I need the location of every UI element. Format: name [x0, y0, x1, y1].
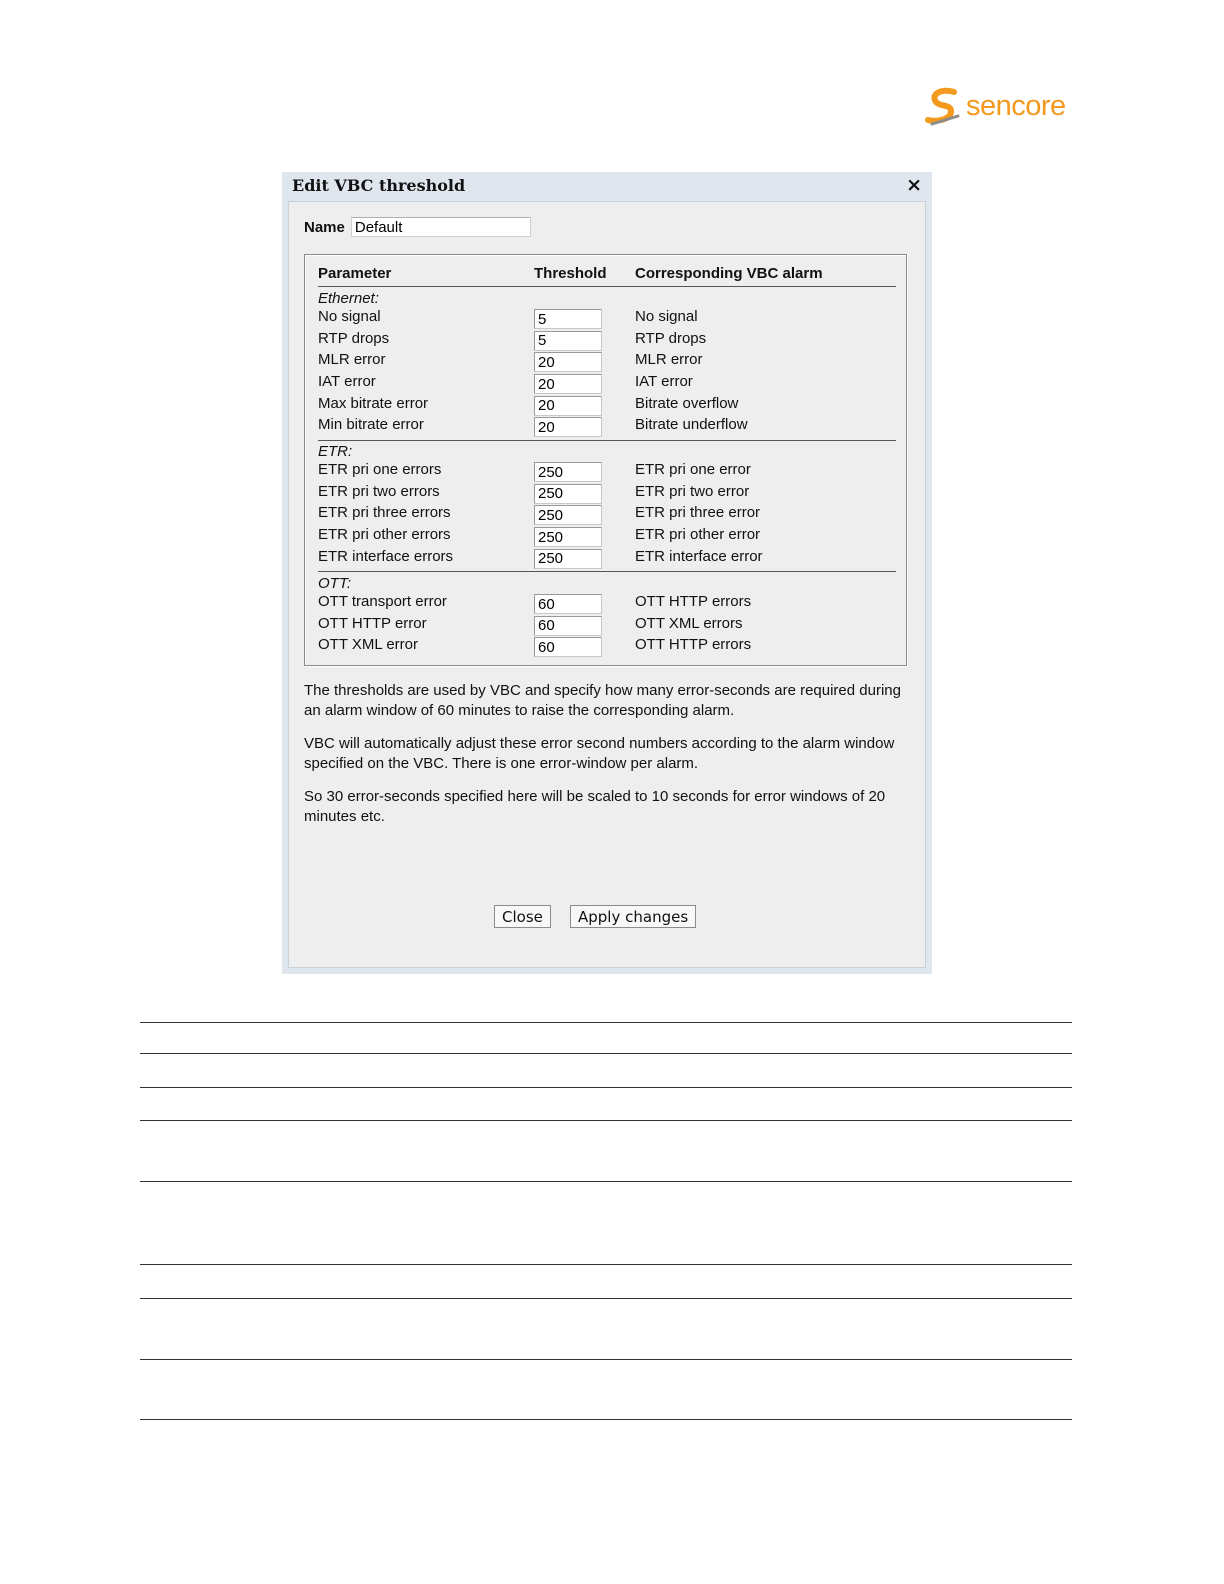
row-parameter: ETR interface errors	[318, 547, 454, 565]
threshold-input[interactable]	[534, 417, 602, 437]
header-threshold: Threshold	[534, 265, 607, 282]
row-parameter: ETR pri three errors	[318, 504, 451, 522]
row-alarm: OTT HTTP errors	[635, 636, 752, 654]
row-alarm: No signal	[635, 308, 698, 325]
row-alarm: ETR pri one error	[635, 461, 751, 478]
table-rule	[140, 1359, 1072, 1360]
threshold-input[interactable]	[534, 374, 602, 394]
table-rule	[140, 1053, 1072, 1054]
close-icon[interactable]: ×	[906, 174, 922, 196]
table-rule	[140, 1022, 1072, 1023]
section-ethernet	[318, 290, 896, 441]
threshold-input[interactable]	[534, 396, 602, 416]
header-parameter: Parameter	[318, 265, 392, 282]
threshold-input[interactable]	[534, 505, 602, 525]
row-alarm: ETR pri other error	[635, 526, 761, 544]
row-alarm: OTT XML errors	[635, 614, 743, 632]
row-alarm: ETR pri three error	[635, 504, 761, 522]
name-input[interactable]	[351, 217, 531, 237]
table-row	[318, 461, 896, 483]
dialog-body	[288, 201, 926, 968]
table-rule	[140, 1087, 1072, 1088]
table-row	[318, 548, 896, 570]
description-paragraph: VBC will automatically adjust these error second numbers according to the alarm window specified on the VBC. There is one error-window per alarm.	[304, 735, 895, 772]
description-paragraph: So 30 error-seconds specified here will be scaled to 10 seconds for error windows of 20 minutes etc.	[304, 788, 886, 825]
table-rule	[140, 1264, 1072, 1265]
table-row	[318, 526, 896, 548]
table-row	[318, 351, 896, 373]
close-button[interactable]: Close	[494, 905, 551, 928]
row-parameter: ETR pri two errors	[318, 482, 440, 500]
table-row	[318, 308, 896, 330]
row-parameter: ETR pri other errors	[318, 526, 451, 544]
table-row	[318, 504, 896, 526]
row-alarm: ETR interface error	[635, 547, 763, 565]
threshold-input[interactable]	[534, 462, 602, 482]
section-title: Ethernet:	[318, 290, 379, 307]
row-alarm: MLR error	[635, 351, 703, 369]
sencore-logo-icon	[924, 86, 964, 126]
table-rule	[140, 1419, 1072, 1420]
row-parameter: RTP drops	[318, 329, 390, 347]
section-title: ETR:	[318, 443, 353, 460]
row-alarm: OTT HTTP errors	[635, 593, 752, 610]
row-parameter: MLR error	[318, 351, 386, 369]
name-row	[304, 217, 531, 237]
table-row	[318, 593, 896, 615]
table-row	[318, 416, 896, 438]
threshold-input[interactable]	[534, 616, 602, 636]
table-rule	[140, 1181, 1072, 1182]
threshold-input[interactable]	[534, 594, 602, 614]
threshold-input[interactable]	[534, 549, 602, 569]
name-label: Name	[304, 218, 345, 236]
table-rule	[140, 1120, 1072, 1121]
row-parameter: IAT error	[318, 373, 376, 391]
table-row	[318, 330, 896, 352]
threshold-input[interactable]	[534, 637, 602, 657]
row-parameter: ETR pri one errors	[318, 461, 442, 478]
row-parameter: OTT XML error	[318, 636, 419, 654]
row-parameter: OTT HTTP error	[318, 614, 427, 632]
row-alarm: Bitrate overflow	[635, 394, 739, 412]
threshold-input[interactable]	[534, 352, 602, 372]
table-row	[318, 395, 896, 417]
section-etr	[318, 443, 896, 572]
section-title: OTT:	[318, 575, 352, 592]
row-alarm: RTP drops	[635, 329, 707, 347]
row-alarm: ETR pri two error	[635, 482, 750, 500]
row-alarm: Bitrate underflow	[635, 416, 748, 434]
row-parameter: Min bitrate error	[318, 416, 424, 434]
logo-text: sencore	[966, 89, 1066, 122]
threshold-input[interactable]	[534, 331, 602, 351]
threshold-input[interactable]	[534, 527, 602, 547]
table-rule	[140, 1298, 1072, 1299]
table-row	[318, 615, 896, 637]
table-row	[318, 636, 896, 658]
threshold-table	[304, 254, 907, 666]
edit-vbc-threshold-dialog	[282, 172, 932, 974]
apply-changes-button[interactable]: Apply changes	[570, 905, 696, 928]
row-parameter: No signal	[318, 308, 381, 325]
row-parameter: Max bitrate error	[318, 394, 429, 412]
sencore-logo	[924, 84, 1074, 128]
section-ott	[318, 575, 896, 661]
table-row	[318, 373, 896, 395]
table-row	[318, 483, 896, 505]
description-paragraph: The thresholds are used by VBC and specify how many error-seconds are required during an alarm window of 60 minutes to raise the corresponding alarm.	[304, 682, 901, 719]
table-header	[318, 264, 896, 287]
row-parameter: OTT transport error	[318, 593, 447, 610]
header-alarm: Corresponding VBC alarm	[635, 265, 823, 282]
row-alarm: IAT error	[635, 373, 693, 391]
threshold-input[interactable]	[534, 309, 602, 329]
dialog-title: Edit VBC threshold	[292, 176, 466, 195]
threshold-input[interactable]	[534, 484, 602, 504]
